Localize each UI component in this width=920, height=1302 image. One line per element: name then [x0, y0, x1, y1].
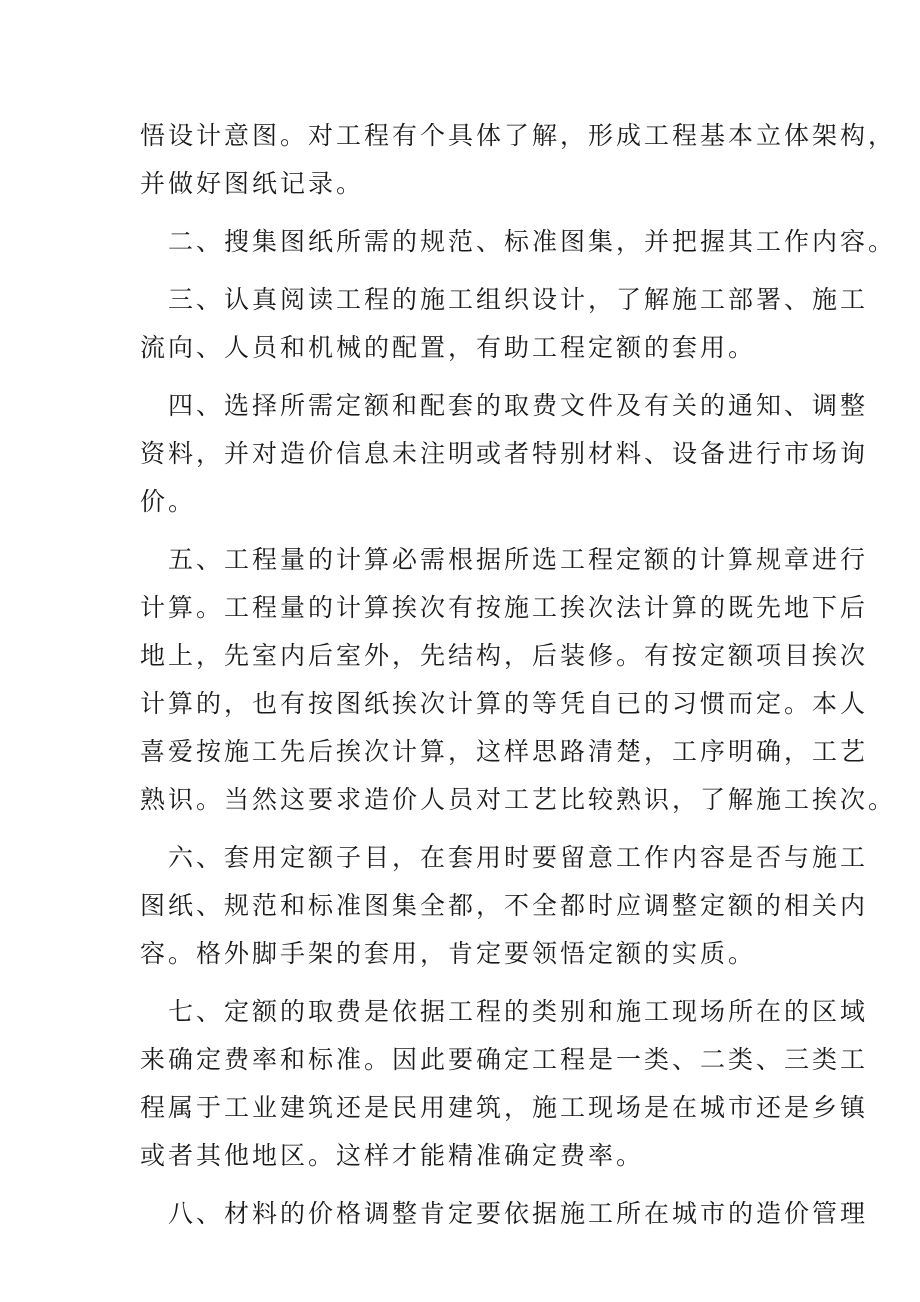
text-line: 程属于工业建筑还是民用建筑，施工现场是在城市还是乡镇 [140, 1093, 869, 1122]
text-line: 四、选择所需定额和配套的取费文件及有关的通知、调整 [168, 391, 869, 420]
text-line: 熟识。当然这要求造价人员对工艺比较熟识，了解施工挨次。 [140, 785, 897, 814]
text-line: 八、材料的价格调整肯定要依据施工所在城市的造价管理 [168, 1199, 869, 1228]
document-body [140, 112, 897, 1248]
text-line: 三、认真阅读工程的施工组织设计，了解施工部署、施工 [168, 285, 869, 314]
text-line: 资料，并对造价信息未注明或者特别材料、设备进行市场询 [140, 439, 869, 468]
text-line: 图纸、规范和标准图集全都，不全都时应调整定额的相关内 [140, 891, 869, 920]
text-line: 喜爱按施工先后挨次计算，这样思路清楚，工序明确，工艺 [140, 737, 869, 766]
paragraph-item-2 [140, 218, 897, 266]
text-line: 计算的，也有按图纸挨次计算的等凭自已的习惯而定。本人 [140, 689, 869, 718]
text-line: 计算。工程量的计算挨次有按施工挨次法计算的既先地下后 [140, 593, 869, 622]
text-line: 地上，先室内后室外，先结构，后装修。有按定额项目挨次 [140, 641, 869, 670]
paragraph-item-8 [140, 1190, 869, 1238]
text-line: 二、搜集图纸所需的规范、标准图集，并把握其工作内容。 [168, 227, 897, 256]
text-line: 五、工程量的计算必需根据所选工程定额的计算规章进行 [168, 545, 869, 574]
text-line: 流向、人员和机械的配置，有助工程定额的套用。 [140, 333, 757, 362]
text-line: 来确定费率和标准。因此要确定工程是一类、二类、三类工 [140, 1045, 869, 1074]
text-line: 悟设计意图。对工程有个具体了解，形成工程基本立体架构， [140, 121, 897, 150]
text-line: 六、套用定额子目，在套用时要留意工作内容是否与施工 [168, 843, 869, 872]
text-line: 并做好图纸记录。 [140, 169, 365, 198]
text-line: 容。格外脚手架的套用，肯定要领悟定额的实质。 [140, 939, 757, 968]
paragraph-item-6 [140, 834, 869, 978]
text-line: 价。 [140, 487, 197, 516]
text-line: 七、定额的取费是依据工程的类别和施工现场所在的区域 [168, 997, 869, 1026]
paragraph-item-7 [140, 988, 869, 1180]
paragraph-item-4 [140, 382, 869, 526]
paragraph-continued [140, 112, 897, 208]
paragraph-item-5 [140, 536, 897, 824]
paragraph-item-3 [140, 276, 869, 372]
text-line: 或者其他地区。这样才能精准确定费率。 [140, 1141, 645, 1170]
